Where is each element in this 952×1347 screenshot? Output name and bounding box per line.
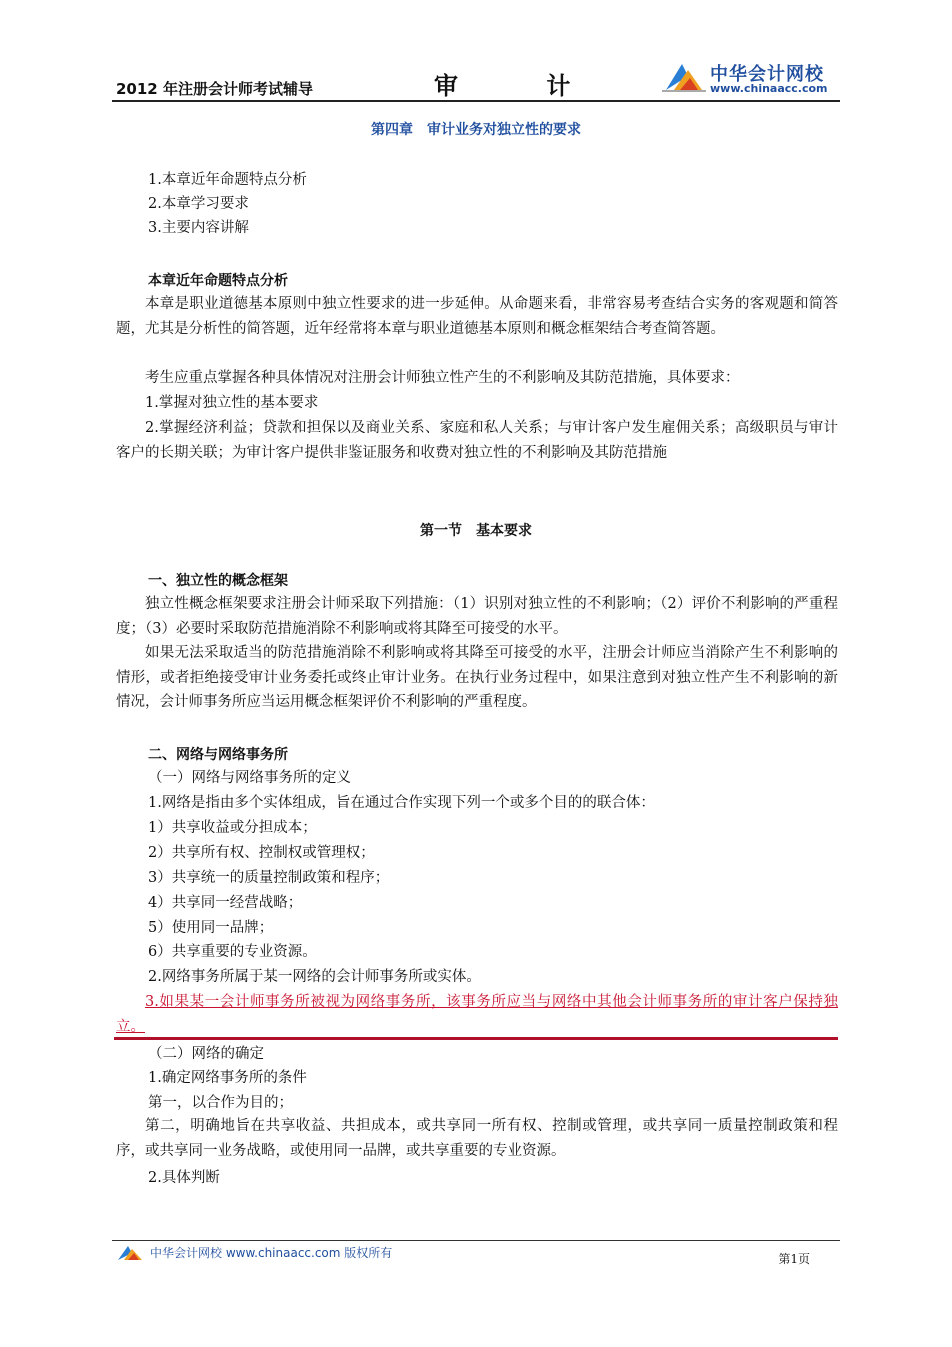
header-rule xyxy=(112,100,840,102)
footer-rule xyxy=(112,1240,840,1241)
toc-item: 2.本章学习要求 xyxy=(148,196,249,212)
part2-line: 2.网络事务所属于某一网络的会计师事务所或实体。 xyxy=(148,969,481,985)
logo-url-text[interactable]: www.chinaacc.com xyxy=(710,82,828,95)
part2-line: 第一，以合作为目的； xyxy=(148,1095,293,1111)
page-footer xyxy=(112,1238,840,1268)
part1-paragraph: 独立性概念框架要求注册会计师采取下列措施：（1）识别对独立性的不利影响；（2）评价不利影响的严重程度；（3）必要时采取防范措施消除不利影响或将其降至可接受的水平。 xyxy=(116,596,838,637)
footer-logo-icon xyxy=(116,1242,146,1262)
logo-brand-text: 中华会计网校 xyxy=(710,64,824,85)
toc-item: 1.本章近年命题特点分析 xyxy=(148,172,307,188)
analysis-heading: 本章近年命题特点分析 xyxy=(148,273,288,289)
header-subject: 审 计 xyxy=(434,72,611,100)
list-item: 6）共享重要的专业资源。 xyxy=(148,944,317,960)
page-header xyxy=(112,56,840,102)
list-item: 2）共享所有权、控制权或管理权； xyxy=(148,845,375,861)
list-item: 5）使用同一品牌； xyxy=(148,920,274,936)
analysis-paragraph: 1.掌握对独立性的基本要求 xyxy=(145,395,319,411)
part2-line: 1.网络是指由多个实体组成，旨在通过合作实现下列一个或多个目的的联合体： xyxy=(148,795,655,811)
part1-paragraph: 如果无法采取适当的防范措施消除不利影响或将其降至可接受的水平，注册会计师应当消除产生不利影响的情形，或者拒绝接受审计业务委托或终止审计业务。在执行业务过程中，如果注意到对独立性产生不利影响的新情况，会计师事务所应当运用概念框架评价不利影响的严重程度。 xyxy=(116,645,838,710)
highlighted-text: 3.如果某一会计师事务所被视为网络事务所，该事务所应当与网络中其他会计师事务所的审计客户保持独立。 xyxy=(116,994,838,1035)
part2-subheading: （一）网络与网络事务所的定义 xyxy=(148,770,351,786)
footer-copyright: 中华会计网校 www.chinaacc.com 版权所有 xyxy=(150,1246,393,1260)
part2-heading: 二、网络与网络事务所 xyxy=(148,747,288,763)
list-item: 1）共享收益或分担成本； xyxy=(148,820,317,836)
section-title: 第一节 基本要求 xyxy=(420,523,532,539)
toc-item: 3.主要内容讲解 xyxy=(148,220,249,236)
logo-triangle-icon xyxy=(662,58,706,94)
part2-paragraph: 第二，明确地旨在共享收益、共担成本，或共享同一所有权、控制或管理，或共享同一质量控制政策和程序，或共享同一业务战略，或使用同一品牌，或共享重要的专业资源。 xyxy=(116,1118,838,1159)
analysis-paragraph: 本章是职业道德基本原则中独立性要求的进一步延伸。从命题来看，非常容易考查结合实务的客观题和简答题，尤其是分析性的简答题，近年经常将本章与职业道德基本原则和概念框架结合考查简答题。 xyxy=(116,296,838,337)
list-item: 3）共享统一的质量控制政策和程序； xyxy=(148,870,390,886)
chapter-title: 第四章 审计业务对独立性的要求 xyxy=(371,122,581,138)
list-item: 4）共享同一经营战略； xyxy=(148,895,303,911)
highlighted-paragraph xyxy=(116,990,838,1039)
header-course-title: 2012 年注册会计师考试辅导 xyxy=(116,80,313,98)
part2-line: 1.确定网络事务所的条件 xyxy=(148,1070,307,1086)
part2-subheading: （二）网络的确定 xyxy=(148,1046,264,1062)
part2-line: 2.具体判断 xyxy=(148,1170,220,1186)
analysis-paragraph: 2.掌握经济利益；贷款和担保以及商业关系、家庭和私人关系；与审计客户发生雇佣关系；高级职员与审计客户的长期关联；为审计客户提供非鉴证服务和收费对独立性的不利影响及其防范措施 xyxy=(116,420,838,461)
page-number: 第1页 xyxy=(778,1252,810,1266)
site-logo[interactable] xyxy=(662,58,842,98)
analysis-paragraph: 考生应重点掌握各种具体情况对注册会计师独立性产生的不利影响及其防范措施，具体要求： xyxy=(145,370,740,386)
part1-heading: 一、独立性的概念框架 xyxy=(148,573,288,589)
highlight-underline-bar xyxy=(114,1037,838,1040)
